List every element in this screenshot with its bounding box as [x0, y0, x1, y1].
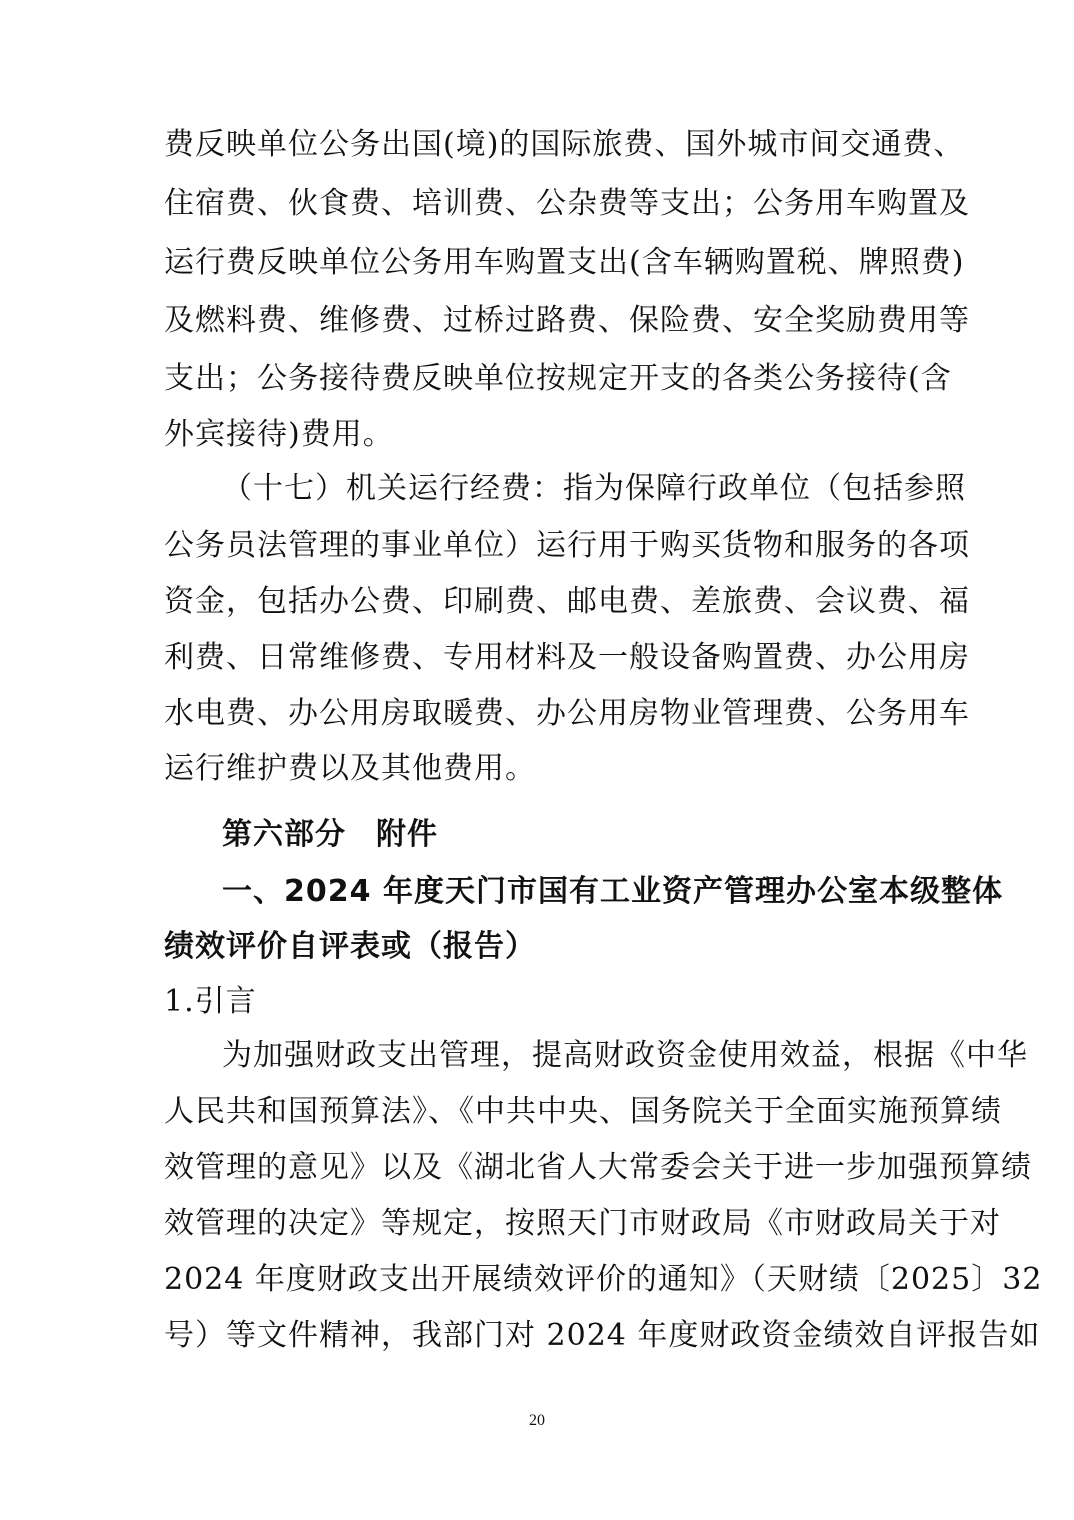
paragraph-line: 费反映单位公务出国(境)的国际旅费、国外城市间交通费、 [164, 127, 965, 162]
paragraph-line: 运行费反映单位公务用车购置支出(含车辆购置税、牌照费) [164, 245, 965, 280]
paragraph-line: 效管理的意见》以及《湖北省人大常委会关于进一步加强预算绩 [164, 1150, 1032, 1185]
paragraph-line: 利费、日常维修费、专用材料及一般设备购置费、办公用房 [164, 640, 970, 675]
page-number: 20 [529, 1412, 545, 1429]
paragraph-line: 运行维护费以及其他费用。 [164, 751, 536, 786]
subsection-heading-line: 一、2024 年度天门市国有工业资产管理办公室本级整体 [222, 874, 1003, 909]
paragraph-line: 号）等文件精神，我部门对 2024 年度财政资金绩效自评报告如 [164, 1318, 1041, 1353]
section-heading [222, 815, 912, 855]
subsection-heading-line: 绩效评价自评表或（报告） [164, 929, 536, 964]
paragraph-line: 公务员法管理的事业单位）运行用于购买货物和服务的各项 [164, 528, 970, 563]
paragraph-line: 外宾接待)费用。 [164, 417, 394, 452]
item-heading: 1.引言 [164, 984, 257, 1019]
paragraph-line: （十七）机关运行经费：指为保障行政单位（包括参照 [222, 471, 966, 506]
section-title: 附件 [376, 817, 438, 852]
section-part: 第六部分 [222, 817, 346, 852]
paragraph-line: 为加强财政支出管理，提高财政资金使用效益，根据《中华 [222, 1038, 1028, 1073]
paragraph-line: 及燃料费、维修费、过桥过路费、保险费、安全奖励费用等 [164, 303, 970, 338]
paragraph-line: 2024 年度财政支出开展绩效评价的通知》（天财绩〔2025〕32 [164, 1262, 1043, 1297]
paragraph-line: 支出；公务接待费反映单位按规定开支的各类公务接待(含 [164, 361, 952, 396]
paragraph-line: 水电费、办公用房取暖费、办公用房物业管理费、公务用车 [164, 696, 970, 731]
paragraph-line: 效管理的决定》等规定，按照天门市财政局《市财政局关于对 [164, 1206, 1001, 1241]
paragraph-line: 人民共和国预算法》、《中共中央、国务院关于全面实施预算绩 [164, 1094, 1002, 1129]
paragraph-line: 住宿费、伙食费、培训费、公杂费等支出；公务用车购置及 [164, 186, 970, 221]
paragraph-line: 资金，包括办公费、印刷费、邮电费、差旅费、会议费、福 [164, 584, 970, 619]
